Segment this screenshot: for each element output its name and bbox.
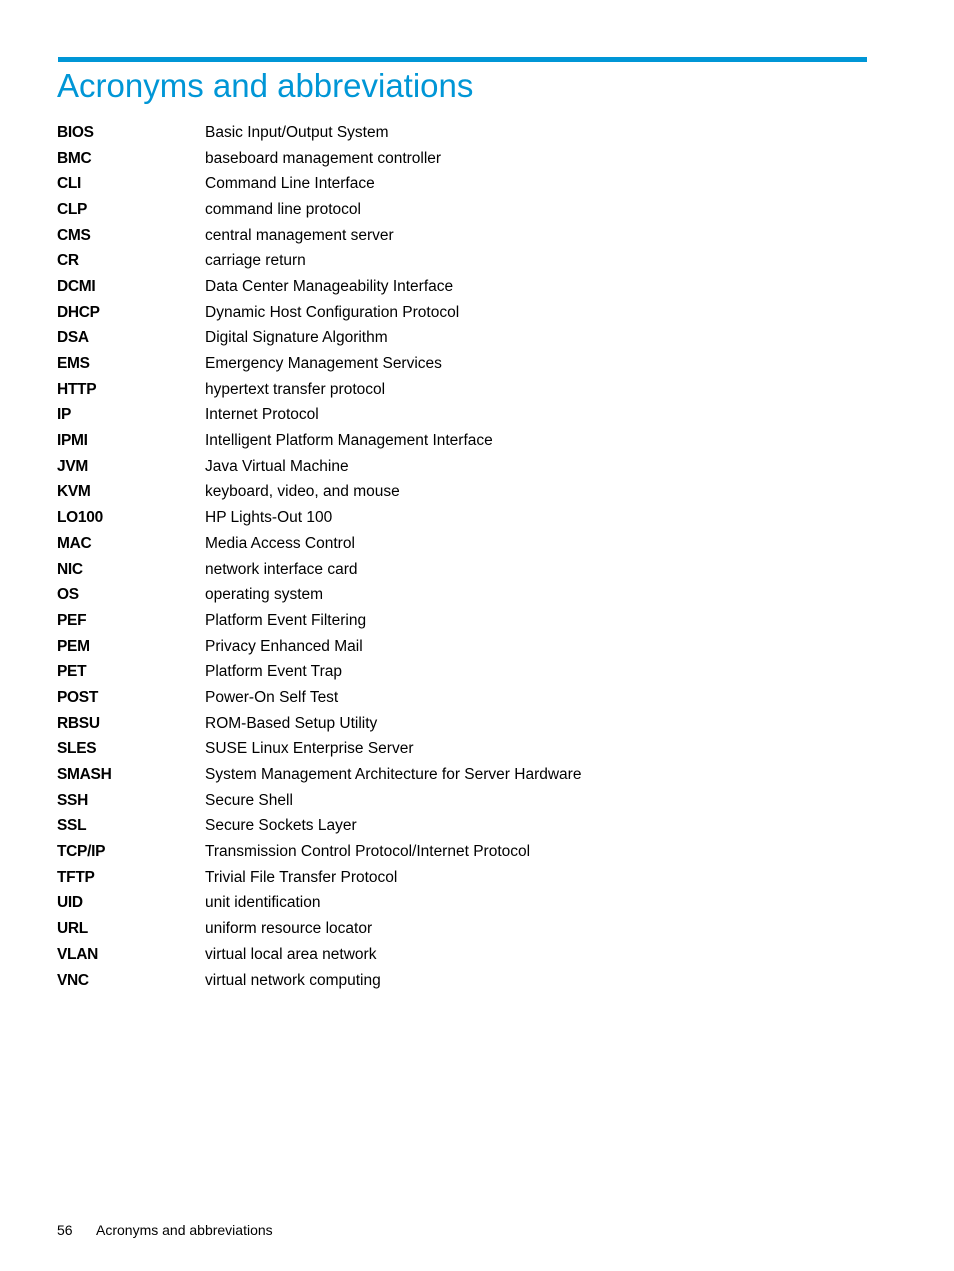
acronym-row (57, 916, 877, 942)
acronym-term: SLES (57, 740, 97, 758)
acronym-row (57, 942, 877, 968)
acronym-row (57, 480, 877, 506)
acronym-definition: Power-On Self Test (205, 688, 339, 706)
acronym-term: SSL (57, 817, 87, 835)
acronym-row (57, 891, 877, 917)
acronym-term: UID (57, 894, 83, 912)
acronym-term: RBSU (57, 714, 100, 732)
acronym-definition: Platform Event Trap (205, 663, 342, 681)
acronym-row (57, 454, 877, 480)
acronym-term: CLI (57, 175, 82, 193)
acronym-row (57, 300, 877, 326)
acronym-row (57, 403, 877, 429)
acronym-row (57, 505, 877, 531)
acronym-row (57, 557, 877, 583)
acronym-definition: HP Lights-Out 100 (205, 509, 333, 527)
acronym-row (57, 968, 877, 994)
acronym-definition: Secure Shell (205, 791, 293, 809)
acronym-definition: Privacy Enhanced Mail (205, 637, 363, 655)
acronym-definition: Secure Sockets Layer (205, 817, 357, 835)
page-title: Acronyms and abbreviations (57, 67, 474, 104)
acronym-row (57, 223, 877, 249)
acronym-term: CMS (57, 226, 91, 244)
acronym-term: PEM (57, 637, 90, 655)
acronym-row (57, 171, 877, 197)
acronym-row (57, 377, 877, 403)
acronym-term: IP (57, 406, 72, 424)
acronym-definition: virtual local area network (205, 945, 377, 963)
acronym-row (57, 531, 877, 557)
acronym-term: PET (57, 663, 87, 681)
acronym-definition: SUSE Linux Enterprise Server (205, 740, 414, 758)
acronym-term: NIC (57, 560, 83, 578)
acronym-list (57, 120, 877, 993)
acronym-term: TCP/IP (57, 843, 106, 861)
acronym-definition: Command Line Interface (205, 175, 375, 193)
acronym-row (57, 659, 877, 685)
acronym-row (57, 711, 877, 737)
acronym-row (57, 762, 877, 788)
acronym-row (57, 865, 877, 891)
acronym-row (57, 120, 877, 146)
acronym-definition: Java Virtual Machine (205, 457, 349, 475)
acronym-term: CR (57, 252, 79, 270)
acronym-row (57, 428, 877, 454)
acronym-row (57, 146, 877, 172)
acronym-term: KVM (57, 483, 91, 501)
footer-section-title: Acronyms and abbreviations (96, 1222, 273, 1238)
acronym-definition: command line protocol (205, 200, 361, 218)
acronym-term: SSH (57, 791, 88, 809)
acronym-term: HTTP (57, 380, 97, 398)
page-footer (57, 1222, 273, 1238)
acronym-row (57, 274, 877, 300)
acronym-definition: ROM-Based Setup Utility (205, 714, 378, 732)
acronym-term: IPMI (57, 432, 88, 450)
acronym-definition: Trivial File Transfer Protocol (205, 868, 398, 886)
acronym-definition: Transmission Control Protocol/Internet Protocol (205, 843, 531, 861)
acronym-row (57, 248, 877, 274)
acronym-definition: carriage return (205, 252, 306, 270)
acronym-term: MAC (57, 534, 92, 552)
acronym-definition: Emergency Management Services (205, 355, 442, 373)
acronym-definition: Media Access Control (205, 534, 355, 552)
acronym-definition: Digital Signature Algorithm (205, 329, 388, 347)
acronym-row (57, 634, 877, 660)
acronym-definition: Platform Event Filtering (205, 611, 367, 629)
acronym-definition: network interface card (205, 560, 358, 578)
acronym-row (57, 814, 877, 840)
acronym-term: POST (57, 688, 99, 706)
acronym-term: BIOS (57, 123, 94, 141)
acronym-term: URL (57, 920, 88, 938)
acronym-row (57, 737, 877, 763)
acronym-term: VLAN (57, 945, 98, 963)
acronym-definition: Dynamic Host Configuration Protocol (205, 303, 460, 321)
page-number: 56 (57, 1222, 73, 1238)
title-rule (58, 57, 867, 62)
acronym-row (57, 197, 877, 223)
acronym-term: SMASH (57, 766, 112, 784)
acronym-term: EMS (57, 355, 90, 373)
acronym-definition: System Management Architecture for Server Hardware (205, 766, 582, 784)
acronym-term: DSA (57, 329, 89, 347)
acronym-row (57, 582, 877, 608)
acronym-definition: Internet Protocol (205, 406, 319, 424)
acronym-definition: baseboard management controller (205, 149, 442, 167)
acronym-definition: operating system (205, 586, 324, 604)
acronym-definition: uniform resource locator (205, 920, 373, 938)
acronym-term: TFTP (57, 868, 95, 886)
acronym-term: DCMI (57, 277, 96, 295)
acronym-term: VNC (57, 971, 89, 989)
acronym-term: LO100 (57, 509, 103, 527)
acronym-row (57, 839, 877, 865)
acronym-definition: keyboard, video, and mouse (205, 483, 400, 501)
acronym-term: OS (57, 586, 79, 604)
acronym-row (57, 326, 877, 352)
acronym-row (57, 788, 877, 814)
acronym-definition: Intelligent Platform Management Interface (205, 432, 493, 450)
acronym-definition: central management server (205, 226, 394, 244)
acronym-row (57, 351, 877, 377)
acronym-term: PEF (57, 611, 87, 629)
acronym-definition: Basic Input/Output System (205, 123, 389, 141)
acronym-term: JVM (57, 457, 88, 475)
acronym-definition: hypertext transfer protocol (205, 380, 386, 398)
acronym-term: BMC (57, 149, 92, 167)
acronym-definition: virtual network computing (205, 971, 381, 989)
acronym-row (57, 685, 877, 711)
acronym-term: CLP (57, 200, 88, 218)
acronym-definition: unit identification (205, 894, 321, 912)
acronym-definition: Data Center Manageability Interface (205, 277, 454, 295)
acronym-row (57, 608, 877, 634)
acronym-term: DHCP (57, 303, 100, 321)
